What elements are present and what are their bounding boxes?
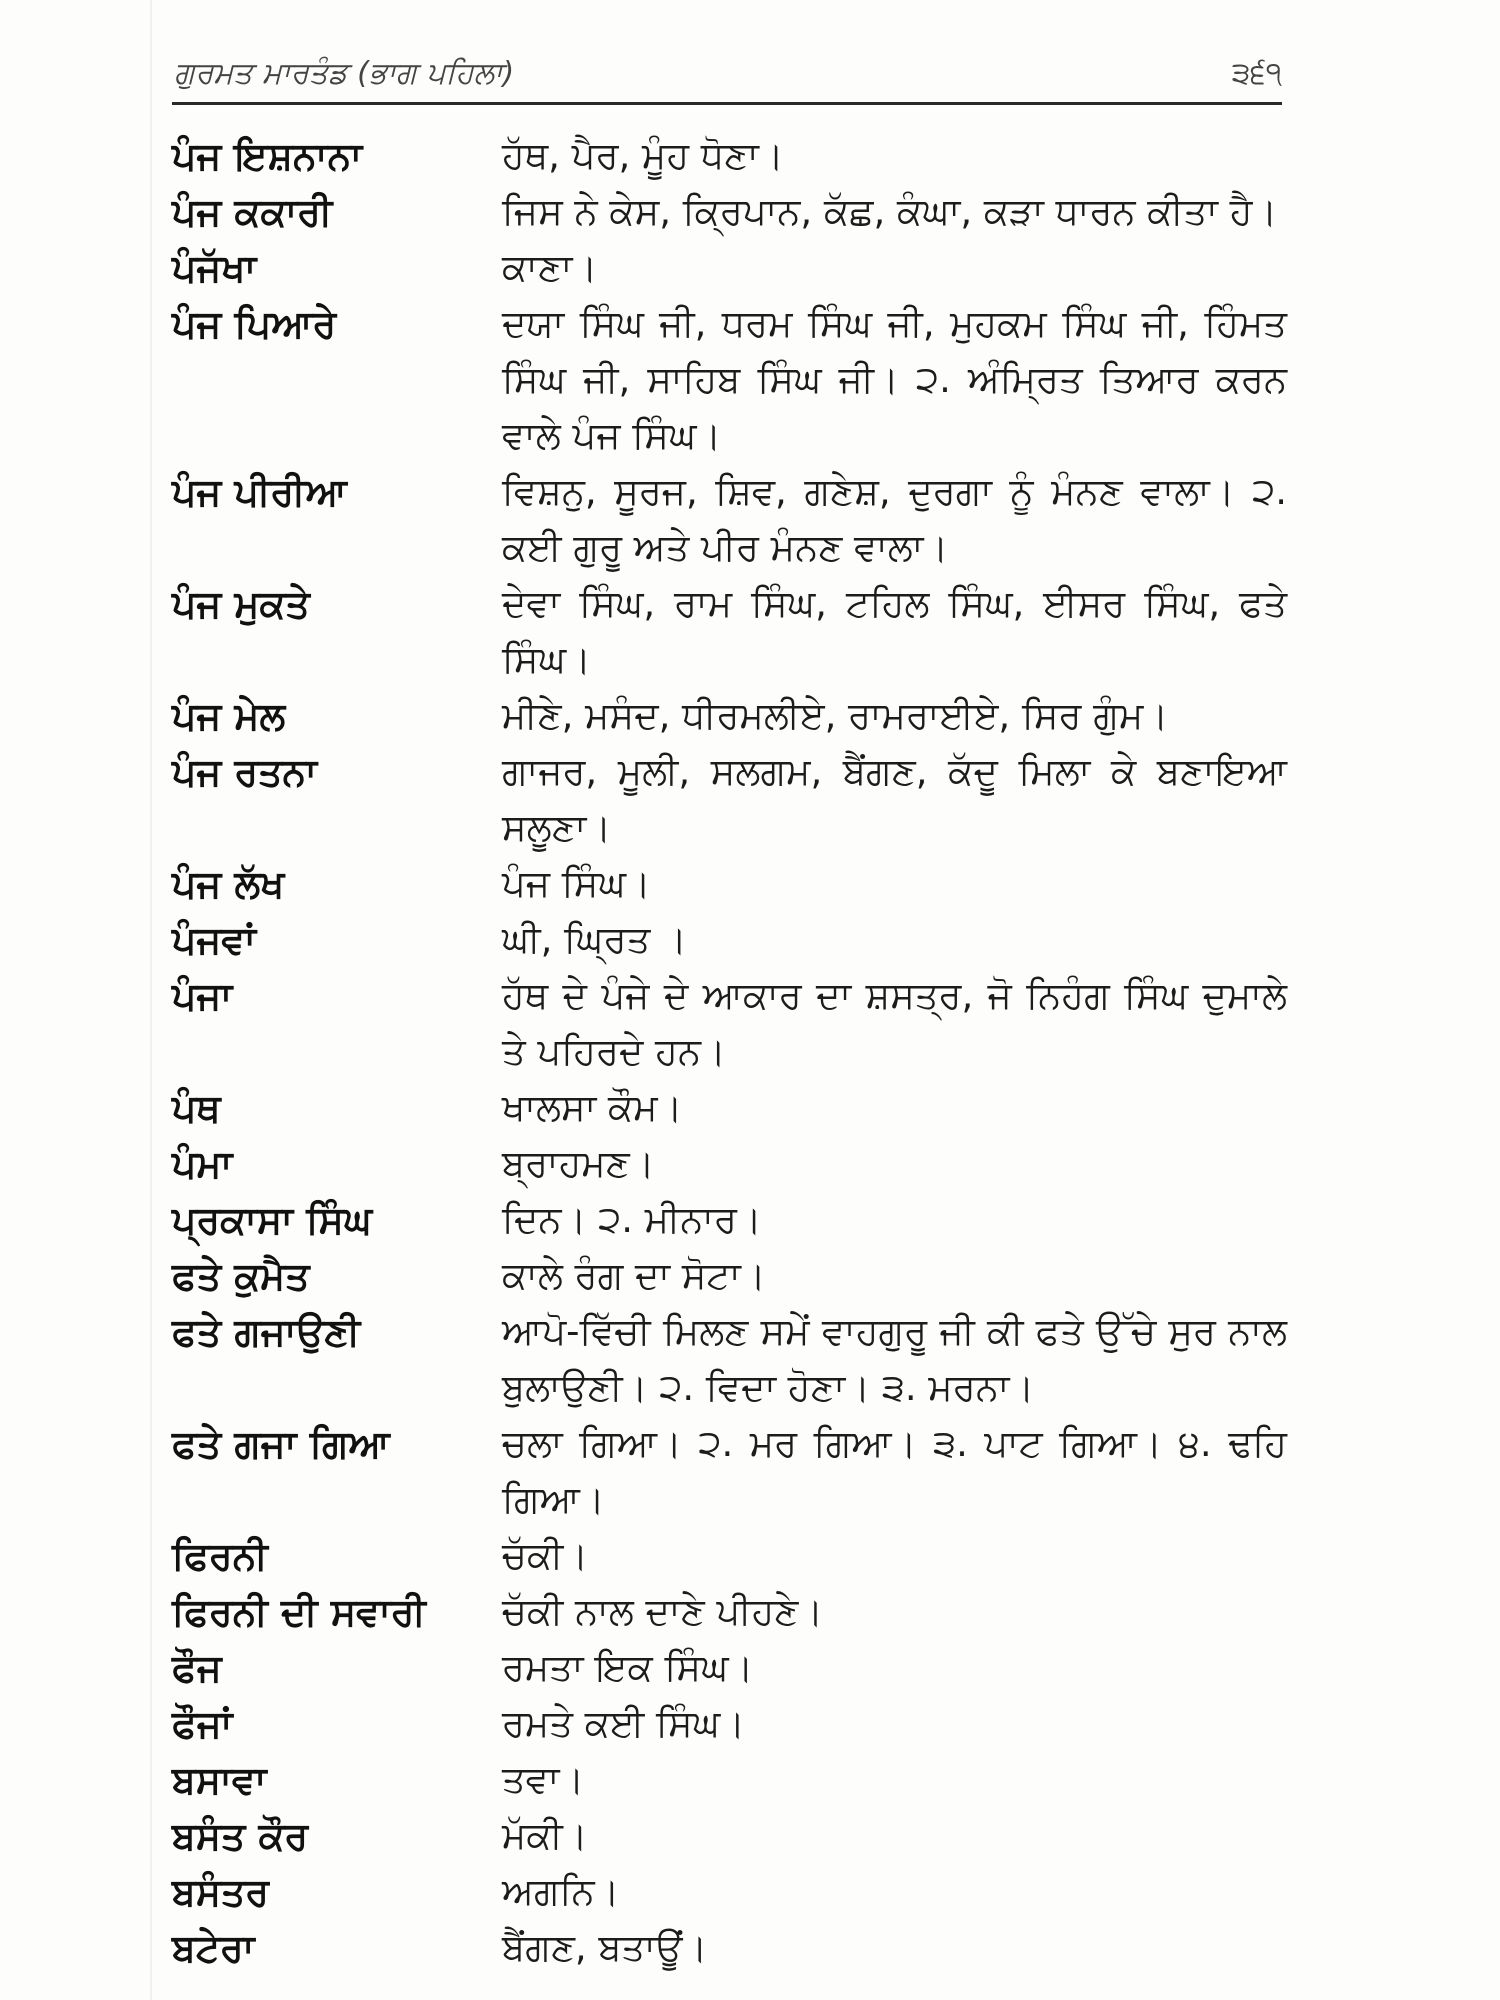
page-number: ੩੬੧ (1231, 56, 1282, 91)
entry-definition: ਬੈਂਗਣ, ਬਤਾਊਂ। (502, 1926, 708, 1969)
entry-definition: ਰਮਤਾ ਇਕ ਸਿੰਘ। (502, 1646, 754, 1689)
glossary-entry (172, 464, 1287, 576)
entry-definition: ਦਿਨ। ੨. ਮੀਨਾਰ। (502, 1198, 762, 1241)
entry-term: ਬਟੇਰਾ (172, 1926, 255, 1970)
glossary-entry (172, 1864, 1287, 1920)
entry-term: ਫਿਰਨੀ ਦੀ ਸਵਾਰੀ (172, 1590, 426, 1634)
entry-term: ਪੰਜਾ (172, 974, 233, 1018)
entry-term: ਪੰਜ ਮੁਕਤੇ (172, 582, 310, 626)
glossary-entry (172, 856, 1287, 912)
entry-definition: ਘੀ, ਘ੍ਰਿਤ । (502, 918, 687, 961)
entry-definition: ਪੰਜ ਸਿੰਘ। (502, 862, 651, 905)
entry-definition: ਬ੍ਰਾਹਮਣ। (502, 1142, 655, 1185)
entry-definition: ਕਾਲੇ ਰੰਗ ਦਾ ਸੋਟਾ। (502, 1254, 766, 1297)
entry-term: ਪੰਥ (172, 1086, 221, 1130)
entry-term: ਫੌਜਾਂ (172, 1702, 233, 1746)
glossary-entry (172, 128, 1287, 184)
entry-term: ਪੰਜ ਕਕਾਰੀ (172, 190, 333, 234)
entry-definition: ਜਿਸ ਨੇ ਕੇਸ, ਕ੍ਰਿਪਾਨ, ਕੱਛ, ਕੰਘਾ, ਕੜਾ ਧਾਰਨ ਕੀਤਾ ਹੈ। (502, 190, 1278, 233)
entry-term: ਬਸੰਤਰ (172, 1870, 269, 1914)
entry-term: ਪੰਜੱਖਾ (172, 246, 257, 290)
glossary-entry (172, 968, 1287, 1080)
entry-term: ਫਤੇ ਕੁਮੈਤ (172, 1254, 310, 1298)
entry-definition: ਰਮਤੇ ਕਈ ਸਿੰਘ। (502, 1702, 746, 1745)
book-title: ਗੁਰਮਤ ਮਾਰਤੰਡ (ਭਾਗ ਪਹਿਲਾ) (174, 56, 515, 91)
entry-term: ਬਸਾਵਾ (172, 1758, 267, 1802)
glossary-entry (172, 1304, 1287, 1416)
glossary-entry (172, 1584, 1287, 1640)
entry-term: ਫੌਜ (172, 1646, 222, 1690)
entry-term: ਫਤੇ ਗਜਾਉਣੀ (172, 1310, 361, 1354)
glossary-entry (172, 296, 1287, 464)
glossary-entry (172, 1136, 1287, 1192)
entry-term: ਪ੍ਰਕਾਸਾ ਸਿੰਘ (172, 1198, 373, 1242)
entry-term: ਪੰਜ ਮੇਲ (172, 694, 286, 738)
entry-term: ਪੰਜ ਪਿਆਰੇ (172, 302, 337, 346)
glossary-entry (172, 688, 1287, 744)
entry-definition: ਦੇਵਾ ਸਿੰਘ, ਰਾਮ ਸਿੰਘ, ਟਹਿਲ ਸਿੰਘ, ਈਸਰ ਸਿੰਘ, ਫਤੇ ਸਿੰਘ। (502, 582, 1287, 681)
entry-term: ਫਤੇ ਗਜਾ ਗਿਆ (172, 1422, 390, 1466)
glossary-entry (172, 1080, 1287, 1136)
entry-definition: ਹੱਥ, ਪੈਰ, ਮੂੰਹ ਧੋਣਾ। (502, 134, 784, 177)
glossary-entry (172, 1248, 1287, 1304)
glossary-entry (172, 240, 1287, 296)
glossary-entry (172, 744, 1287, 856)
entry-definition: ਦਯਾ ਸਿੰਘ ਜੀ, ਧਰਮ ਸਿੰਘ ਜੀ, ਮੁਹਕਮ ਸਿੰਘ ਜੀ, ਹਿੰਮਤ ਸਿੰਘ ਜੀ, ਸਾਹਿਬ ਸਿੰਘ ਜੀ। ੨. ਅੰਮ੍ਰਿਤ ਤਿਆਰ ਕਰਨ ਵਾਲੇ ਪੰਜ ਸਿੰਘ। (502, 302, 1287, 457)
glossary-entry (172, 1920, 1287, 1976)
entry-definition: ਕਾਣਾ। (502, 246, 598, 289)
entry-definition: ਵਿਸ਼ਨੁ, ਸੂਰਜ, ਸ਼ਿਵ, ਗਣੇਸ਼, ਦੁਰਗਾ ਨੂੰ ਮੰਨਣ ਵਾਲਾ। ੨. ਕਈ ਗੁਰੂ ਅਤੇ ਪੀਰ ਮੰਨਣ ਵਾਲਾ। (502, 470, 1287, 569)
entry-definition: ਖਾਲਸਾ ਕੌਮ। (502, 1086, 683, 1129)
running-header (172, 52, 1282, 105)
glossary-entry (172, 1808, 1287, 1864)
entry-definition: ਗਾਜਰ, ਮੂਲੀ, ਸਲਗਮ, ਬੈਂਗਣ, ਕੱਦੂ ਮਿਲਾ ਕੇ ਬਣਾਇਆ ਸਲੂਣਾ। (502, 750, 1287, 849)
glossary-entry (172, 1528, 1287, 1584)
entry-definition: ਚਲਾ ਗਿਆ। ੨. ਮਰ ਗਿਆ। ੩. ਪਾਟ ਗਿਆ। ੪. ਢਹਿ ਗਿਆ। (502, 1422, 1287, 1521)
page-gutter (150, 0, 152, 2000)
glossary-entry (172, 576, 1287, 688)
glossary-entry (172, 1752, 1287, 1808)
entry-term: ਪੰਮਾ (172, 1142, 233, 1186)
glossary-entry (172, 1640, 1287, 1696)
glossary-entry (172, 1696, 1287, 1752)
entry-definition: ਮੀਣੇ, ਮਸੰਦ, ਧੀਰਮਲੀਏ, ਰਾਮਰਾਈਏ, ਸਿਰ ਗੁੰਮ। (502, 694, 1169, 737)
entry-definition: ਤਵਾ। (502, 1758, 585, 1801)
entry-term: ਪੰਜਵਾਂ (172, 918, 256, 962)
entry-term: ਪੰਜ ਰਤਨਾ (172, 750, 318, 794)
entry-term: ਫਿਰਨੀ (172, 1534, 268, 1578)
entry-definition: ਮੱਕੀ। (502, 1814, 588, 1857)
entry-definition: ਹੱਥ ਦੇ ਪੰਜੇ ਦੇ ਆਕਾਰ ਦਾ ਸ਼ਸਤ੍ਰ, ਜੋ ਨਿਹੰਗ ਸਿੰਘ ਦੁਮਾਲੇ ਤੇ ਪਹਿਰਦੇ ਹਨ। (502, 974, 1287, 1073)
glossary-entry (172, 1192, 1287, 1248)
entry-term: ਬਸੰਤ ਕੌਰ (172, 1814, 309, 1858)
entry-definition: ਚੱਕੀ। (502, 1534, 589, 1577)
entry-definition: ਆਪੋ-ਵਿੱਚੀ ਮਿਲਣ ਸਮੇਂ ਵਾਹਗੁਰੂ ਜੀ ਕੀ ਫਤੇ ਉੱਚੇ ਸੁਰ ਨਾਲ ਬੁਲਾਉਣੀ। ੨. ਵਿਦਾ ਹੋਣਾ। ੩. ਮਰਨਾ। (502, 1310, 1287, 1409)
entry-term: ਪੰਜ ਇਸ਼ਨਾਨਾ (172, 134, 363, 178)
glossary-entry (172, 1416, 1287, 1528)
entry-term: ਪੰਜ ਲੱਖ (172, 862, 285, 906)
glossary-entry (172, 912, 1287, 968)
entry-definition: ਅਗਨਿ। (502, 1870, 620, 1913)
glossary-entry (172, 184, 1287, 240)
entry-definition: ਚੱਕੀ ਨਾਲ ਦਾਣੇ ਪੀਹਣੇ। (502, 1590, 824, 1633)
glossary-entries (172, 128, 1287, 1976)
entry-term: ਪੰਜ ਪੀਰੀਆ (172, 470, 347, 514)
